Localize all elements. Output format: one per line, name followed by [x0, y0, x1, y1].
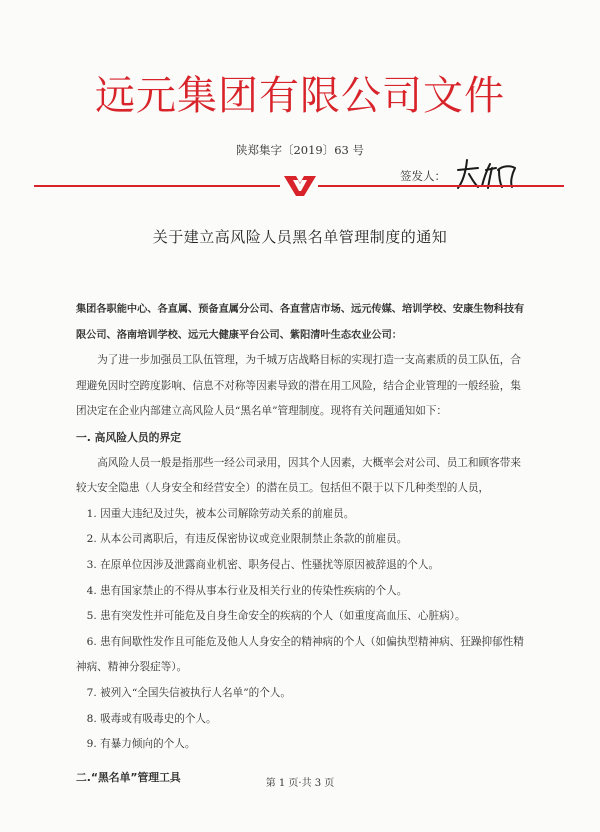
header-divider-left [34, 185, 280, 187]
recipients: 集团各职能中心、各直属、预备直属分公司、各直营店市场、远元传媒、培训学校、安康生物科技有限公司、洛南培训学校、远元大健康平台公司、紫阳清叶生态农业公司： [76, 304, 525, 341]
section-1-heading: 一. 高风险人员的界定 [76, 430, 182, 444]
list-item: 3. 在原单位因涉及泄露商业机密、职务侵占、性骚扰等原因被辞退的个人。 [86, 558, 440, 571]
definition-paragraph: 高风险人员一般是指那些一经公司录用，因其个人因素，大概率会对公司、员工和顾客带来较大安全隐患（人身安全和经营安全）的潜在员工。包括但不限于以下几种类型的人员， [76, 456, 521, 495]
notice-title: 关于建立高风险人员黑名单管理制度的通知 [152, 228, 448, 246]
intro-paragraph: 为了进一步加强员工队伍管理，为千城万店战略目标的实现打造一支高素质的员工队伍，合理避免因时空跨度影响、信息不对称等因素导致的潜在用工风险，结合企业管理的一般经验，集团决定在企业内部建立高风险人员“黑名单”管理制度。现将有关问题通知如下： [76, 354, 521, 418]
notice-body [76, 297, 526, 790]
list-item: 2. 从本公司离职后，有违反保密协议或竞业限制禁止条款的前雇员。 [86, 533, 408, 546]
list-item: 4. 患有国家禁止的不得从事本行业及相关行业的传染性疾病的个人。 [86, 584, 408, 597]
signer-label: 签发人： [400, 169, 446, 183]
list-item: 7. 被列入“全国失信被执行人名单”的个人。 [86, 686, 291, 699]
list-item: 9. 有暴力倾向的个人。 [86, 738, 196, 751]
document-header-title: 远元集团有限公司文件 [95, 73, 505, 119]
company-logo-icon [282, 174, 318, 198]
list-item: 5. 患有突发性并可能危及自身生命安全的疾病的个人（如重度高血压、心脏病）。 [86, 610, 466, 623]
page-number: 第 1 页·共 3 页 [265, 778, 335, 789]
list-item: 8. 吸毒或有吸毒史的个人。 [86, 712, 217, 725]
document-number: 陕郑集字〔2019〕63 号 [235, 143, 365, 157]
list-item: 1. 因重大违纪及过失，被本公司解除劳动关系的前雇员。 [86, 507, 355, 520]
list-item: 6. 患有间歇性发作且可能危及他人人身安全的精神病的个人（如偏执型精神病、狂躁抑郁性精神病、精神分裂症等）。 [76, 635, 524, 674]
section-2-heading: 二.“黑名单”管理工具 [76, 770, 181, 784]
header-divider-right [318, 185, 564, 187]
